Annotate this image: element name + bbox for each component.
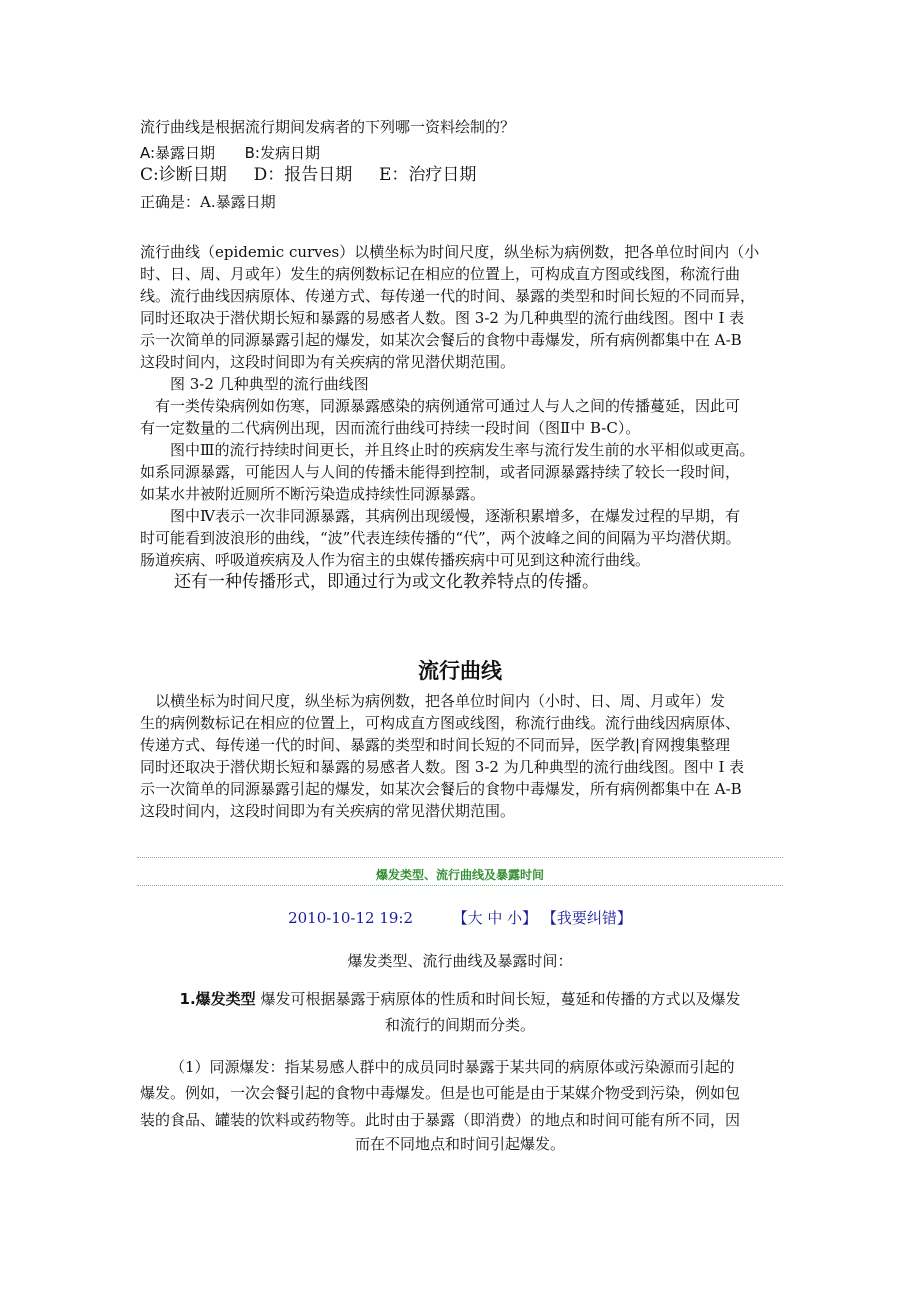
para-line: 装的食品、罐装的饮料或药物等。此时由于暴露（即消费）的地点和时间可能有所不同，因 [140, 1111, 741, 1129]
options-cde [140, 163, 476, 187]
paragraph-epidemic-curves-repeat [140, 690, 744, 822]
font-size-link[interactable]: 【大 中 小】 [452, 909, 538, 927]
para-line: 有一类传染病例如伤寒，同源暴露感染的病例通常可通过人与人之间的传播蔓延，因此可 [140, 397, 741, 415]
option-d: D：报告日期 [253, 165, 353, 185]
para-line: 流行曲线（epidemic curves）以横坐标为时间尺度，纵坐标为病例数，把各单位时间内（小 [140, 243, 760, 261]
para-line: 生的病例数标记在相应的位置上，可构成直方图或线图，称流行曲线。流行曲线因病原体、 [140, 714, 741, 732]
para-line: 同时还取决于潜伏期长短和暴露的易感者人数。图 3-2 为几种典型的流行曲线图。图中 I 表 [140, 309, 745, 327]
para-line: 同时还取决于潜伏期长短和暴露的易感者人数。图 3-2 为几种典型的流行曲线图。图中 I 表 [140, 758, 745, 776]
figure-caption: 图 3-2 几种典型的流行曲线图 [140, 375, 369, 393]
para-line: 有一定数量的二代病例出现，因而流行曲线可持续一段时间（图Ⅱ中 B-C）。 [140, 419, 641, 437]
para-line: 线。流行曲线因病原体、传递方式、每传递一代的时间、暴露的类型和时间长短的不同而异， [140, 287, 756, 305]
outbreak-type-text-2: 和流行的间期而分类。 [384, 1016, 535, 1034]
outbreak-type-heading: 1.爆发类型 [179, 990, 256, 1008]
paragraph-epidemic-curves [140, 241, 759, 593]
para-line: 示一次简单的同源暴露引起的爆发，如某次会餐后的食物中毒爆发，所有病例都集中在 A-B [140, 331, 742, 349]
common-source-paragraph [140, 1054, 740, 1133]
para-line: 还有一种传播形式，即通过行为或文化教养特点的传播。 [140, 572, 599, 592]
option-b: B:发病日期 [244, 144, 320, 162]
divider-top [137, 857, 783, 858]
option-c: C:诊断日期 [140, 165, 227, 185]
article-title: 爆发类型、流行曲线及暴露时间 [375, 868, 544, 882]
outbreak-type-paragraph [0, 988, 920, 1010]
article-date: 2010-10-12 19:2 [288, 909, 414, 927]
outbreak-type-text: 爆发可根据暴露于病原体的性质和时间长短，蔓延和传播的方式以及爆发 [255, 990, 741, 1008]
para-line: 传递方式、每传递一代的时间、暴露的类型和时间长短的不同而异，医学教|育网搜集整理 [140, 736, 731, 754]
option-e: E：治疗日期 [379, 165, 477, 185]
para-line: 这段时间内，这段时间即为有关疾病的常见潜伏期范围。 [140, 802, 516, 820]
article-subtitle: 爆发类型、流行曲线及暴露时间： [347, 952, 573, 970]
para-line: 如某水井被附近厕所不断污染造成持续性同源暴露。 [140, 485, 486, 503]
para-line: 这段时间内，这段时间即为有关疾病的常见潜伏期范围。 [140, 353, 516, 371]
question-text: 流行曲线是根据流行期间发病者的下列哪一资料绘制的？ [140, 118, 516, 136]
para-line: 示一次简单的同源暴露引起的爆发，如某次会餐后的食物中毒爆发，所有病例都集中在 A-B [140, 780, 742, 798]
para-line: 肠道疾病、呼吸道疾病及人作为宿主的虫媒传播疾病中可见到这种流行曲线。 [140, 551, 651, 569]
divider-bottom [137, 885, 783, 886]
para-line: 以横坐标为时间尺度，纵坐标为病例数，把各单位时间内（小时、日、周、月或年）发 [140, 692, 726, 710]
article-meta [0, 907, 920, 928]
report-error-link[interactable]: 【我要纠错】 [541, 909, 632, 927]
para-line: 时可能看到波浪形的曲线，“波”代表连续传播的“代”，两个波峰之间的间隔为平均潜伏期。 [140, 529, 741, 547]
section-title: 流行曲线 [418, 659, 502, 683]
answer-text: 正确是：A.暴露日期 [140, 193, 276, 211]
para-line: （1）同源爆发：指某易感人群中的成员同时暴露于某共同的病原体或污染源而引起的 [170, 1058, 735, 1076]
para-line: 如系同源暴露，可能因人与人间的传播未能得到控制，或者同源暴露持续了较长一段时间， [140, 463, 741, 481]
para-line: 图中Ⅲ的流行持续时间更长，并且终止时的疾病发生率与流行发生前的水平相似或更高。 [140, 441, 755, 459]
options-ab [140, 143, 320, 163]
para-line: 爆发。例如，一次会餐引起的食物中毒爆发。但是也可能是由于某媒介物受到污染，例如包 [140, 1084, 741, 1102]
para-line: 时、日、周、月或年）发生的病例数标记在相应的位置上，可构成直方图或线图，称流行曲 [140, 265, 741, 283]
para-line: 图中Ⅳ表示一次非同源暴露，其病例出现缓慢，逐渐积累增多，在爆发过程的早期，有 [140, 507, 740, 525]
common-source-last-line: 而在不同地点和时间引起爆发。 [354, 1135, 565, 1153]
option-a: A:暴露日期 [140, 144, 216, 162]
